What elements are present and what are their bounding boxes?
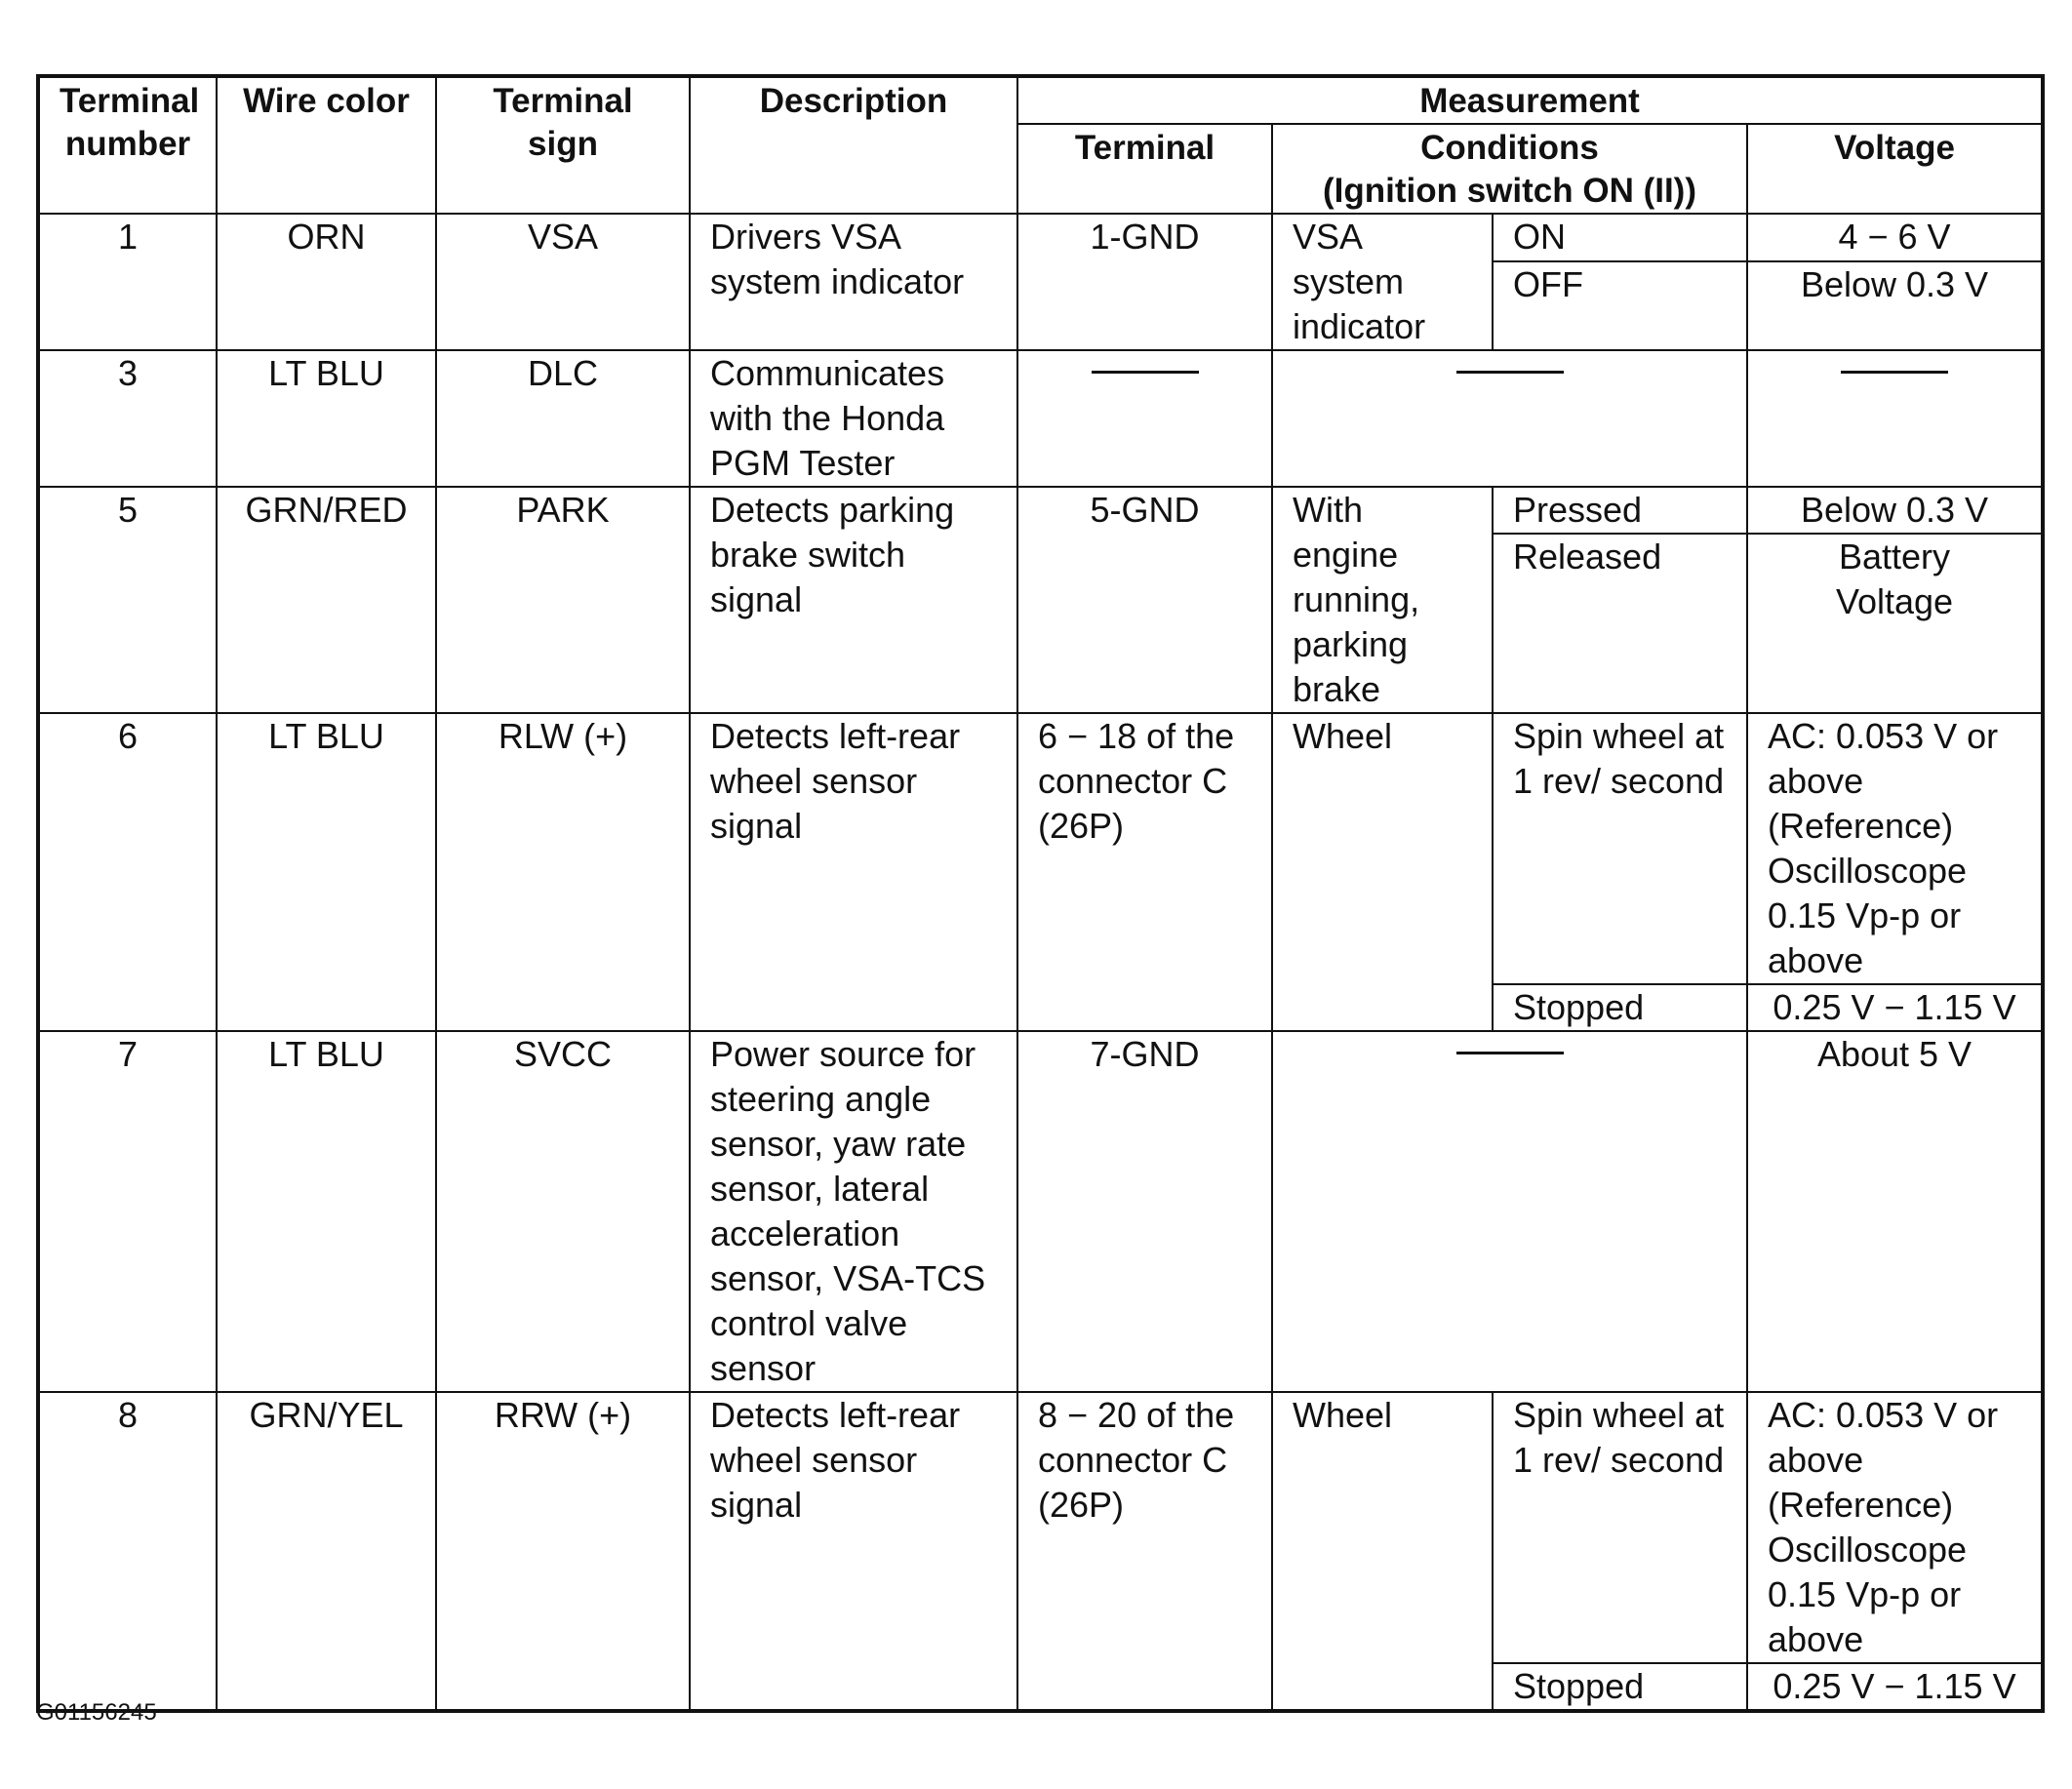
row5-sign: PARK bbox=[436, 487, 690, 713]
row5-wire: GRN/RED bbox=[217, 487, 436, 713]
row1-sign: VSA bbox=[436, 214, 690, 350]
terminal-table bbox=[36, 74, 2045, 1713]
row3-description: Communicates with the Honda PGM Tester bbox=[690, 350, 1017, 487]
row6-number: 6 bbox=[38, 713, 217, 1031]
row8-number: 8 bbox=[38, 1392, 217, 1711]
dash-line bbox=[1456, 371, 1564, 374]
row8-description: Detects left-rear wheel sensor signal bbox=[690, 1392, 1017, 1711]
row6-wire: LT BLU bbox=[217, 713, 436, 1031]
row5-description: Detects parking brake switch signal bbox=[690, 487, 1017, 713]
row8-condition: Wheel bbox=[1272, 1392, 1493, 1711]
header-terminal-number: Terminal number bbox=[38, 76, 217, 214]
dash-line bbox=[1456, 1052, 1564, 1054]
dash-line bbox=[1841, 371, 1948, 374]
row7-voltage: About 5 V bbox=[1747, 1031, 2043, 1392]
row6-voltage-spin: AC: 0.053 V or above (Reference) Oscilloscope 0.15 Vp-p or above bbox=[1747, 713, 2043, 984]
row8-wire: GRN/YEL bbox=[217, 1392, 436, 1711]
row5-state-released: Released bbox=[1493, 534, 1747, 713]
row3-sign: DLC bbox=[436, 350, 690, 487]
header-wire-color: Wire color bbox=[217, 76, 436, 214]
row8-sign: RRW (+) bbox=[436, 1392, 690, 1711]
row3-wire: LT BLU bbox=[217, 350, 436, 487]
row1-number: 1 bbox=[38, 214, 217, 350]
row5-number: 5 bbox=[38, 487, 217, 713]
row1-state-on: ON bbox=[1493, 214, 1747, 261]
header-description: Description bbox=[690, 76, 1017, 214]
row3-number: 3 bbox=[38, 350, 217, 487]
row3-terminal-empty bbox=[1017, 350, 1272, 487]
row6-condition: Wheel bbox=[1272, 713, 1493, 1031]
row6-voltage-stopped: 0.25 V − 1.15 V bbox=[1747, 984, 2043, 1031]
row7-number: 7 bbox=[38, 1031, 217, 1392]
row8-voltage-stopped: 0.25 V − 1.15 V bbox=[1747, 1663, 2043, 1711]
row1-description: Drivers VSA system indicator bbox=[690, 214, 1017, 350]
row8-state-stopped: Stopped bbox=[1493, 1663, 1747, 1711]
row8-state-spin: Spin wheel at 1 rev/ second bbox=[1493, 1392, 1747, 1663]
row3-voltage-empty bbox=[1747, 350, 2043, 487]
row1-terminal: 1-GND bbox=[1017, 214, 1272, 350]
row8-terminal: 8 − 20 of the connector C (26P) bbox=[1017, 1392, 1272, 1711]
row5-state-pressed: Pressed bbox=[1493, 487, 1747, 534]
row5-terminal: 5-GND bbox=[1017, 487, 1272, 713]
row1-voltage-off: Below 0.3 V bbox=[1747, 261, 2043, 350]
row6-description: Detects left-rear wheel sensor signal bbox=[690, 713, 1017, 1031]
header-measurement: Measurement bbox=[1017, 76, 2043, 124]
row5-voltage-released: Battery Voltage bbox=[1747, 534, 2043, 713]
row1-wire: ORN bbox=[217, 214, 436, 350]
row6-sign: RLW (+) bbox=[436, 713, 690, 1031]
header-terminal: Terminal bbox=[1017, 124, 1272, 214]
header-terminal-sign: Terminal sign bbox=[436, 76, 690, 214]
row5-condition: With engine running, parking brake bbox=[1272, 487, 1493, 713]
row1-voltage-on: 4 − 6 V bbox=[1747, 214, 2043, 261]
row7-condition-empty bbox=[1272, 1031, 1747, 1392]
row6-state-stopped: Stopped bbox=[1493, 984, 1747, 1031]
header-voltage: Voltage bbox=[1747, 124, 2043, 214]
figure-id: G01156245 bbox=[36, 1699, 157, 1726]
row8-voltage-spin: AC: 0.053 V or above (Reference) Oscilloscope 0.15 Vp-p or above bbox=[1747, 1392, 2043, 1663]
row7-terminal: 7-GND bbox=[1017, 1031, 1272, 1392]
row7-description: Power source for steering angle sensor, yaw rate sensor, lateral acceleration sensor, VSA-TCS control valve sensor bbox=[690, 1031, 1017, 1392]
dash-line bbox=[1092, 371, 1199, 374]
row1-state-off: OFF bbox=[1493, 261, 1747, 350]
row1-condition: VSA system indicator bbox=[1272, 214, 1493, 350]
row5-voltage-pressed: Below 0.3 V bbox=[1747, 487, 2043, 534]
row3-condition-empty bbox=[1272, 350, 1747, 487]
row7-wire: LT BLU bbox=[217, 1031, 436, 1392]
row6-terminal: 6 − 18 of the connector C (26P) bbox=[1017, 713, 1272, 1031]
row6-state-spin: Spin wheel at 1 rev/ second bbox=[1493, 713, 1747, 984]
row7-sign: SVCC bbox=[436, 1031, 690, 1392]
header-conditions: Conditions (Ignition switch ON (II)) bbox=[1272, 124, 1747, 214]
